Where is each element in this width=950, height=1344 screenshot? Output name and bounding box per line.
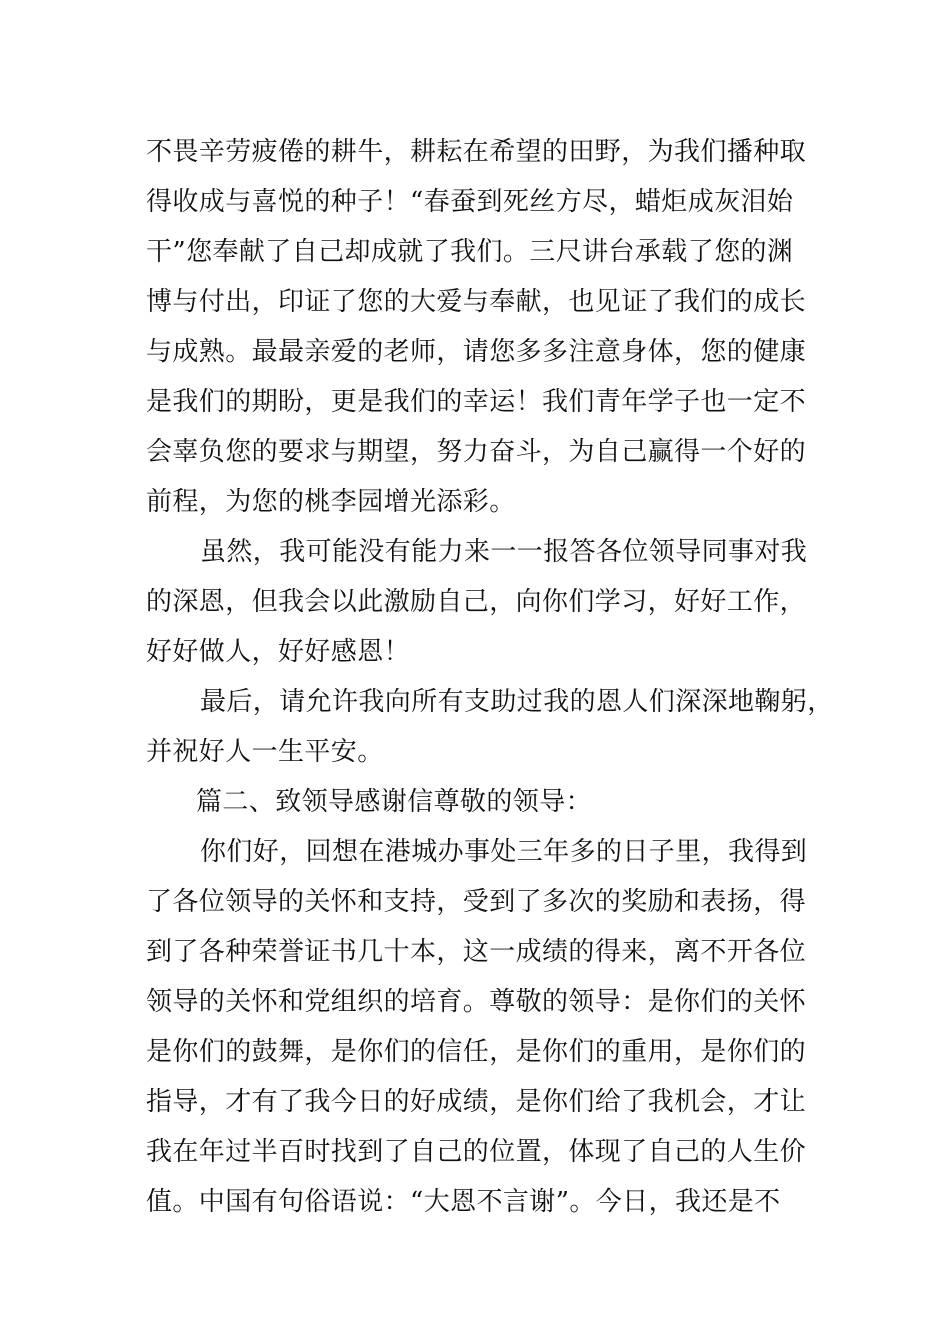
section-heading: 篇二、致领导感谢信尊敬的领导： <box>196 787 593 817</box>
text-line: 到了各种荣誉证书几十本，这一成绩的得来，离不开各位 <box>146 937 807 967</box>
text-line: 是你们的鼓舞，是你们的信任，是你们的重用，是你们的 <box>146 1037 807 1067</box>
text-line: 值。中国有句俗语说：“大恩不言谢”。今日，我还是不 <box>146 1187 781 1217</box>
text-line: 不畏辛劳疲倦的耕牛，耕耘在希望的田野，为我们播种取 <box>146 137 807 167</box>
text-line: 我在年过半百时找到了自己的位置，体现了自己的人生价 <box>146 1137 807 1167</box>
text-line: 的深恩，但我会以此激励自己，向你们学习，好好工作， <box>146 587 807 617</box>
text-line: 会辜负您的要求与期望，努力奋斗，为自己赢得一个好的 <box>146 437 807 467</box>
text-line: 领导的关怀和党组织的培育。尊敬的领导：是你们的关怀 <box>146 987 807 1017</box>
paragraph-start-line: 最后，请允许我向所有支助过我的恩人们深深地鞠躬， <box>200 687 834 717</box>
text-line: 与成熟。最最亲爱的老师，请您多多注意身体，您的健康 <box>146 337 807 367</box>
text-line: 干”您奉献了自己却成就了我们。三尺讲台承载了您的渊 <box>146 237 794 267</box>
text-line: 指导，才有了我今日的好成绩，是你们给了我机会，才让 <box>146 1087 807 1117</box>
text-line: 是我们的期盼，更是我们的幸运！我们青年学子也一定不 <box>146 387 807 417</box>
text-line: 了各位领导的关怀和支持，受到了多次的奖励和表扬，得 <box>146 887 807 917</box>
paragraph-start-line: 你们好，回想在港城办事处三年多的日子里，我得到 <box>200 837 808 867</box>
text-line: 得收成与喜悦的种子！“春蚕到死丝方尽，蜡炬成灰泪始 <box>146 187 794 217</box>
text-line: 并祝好人一生平安。 <box>146 737 384 767</box>
text-line: 前程，为您的桃李园增光添彩。 <box>146 487 516 517</box>
document-body <box>146 127 834 1227</box>
paragraph-start-line: 虽然，我可能没有能力来一一报答各位领导同事对我 <box>200 537 808 567</box>
text-line: 好好做人，好好感恩！ <box>146 637 411 667</box>
text-line: 博与付出，印证了您的大爱与奉献，也见证了我们的成长 <box>146 287 807 317</box>
